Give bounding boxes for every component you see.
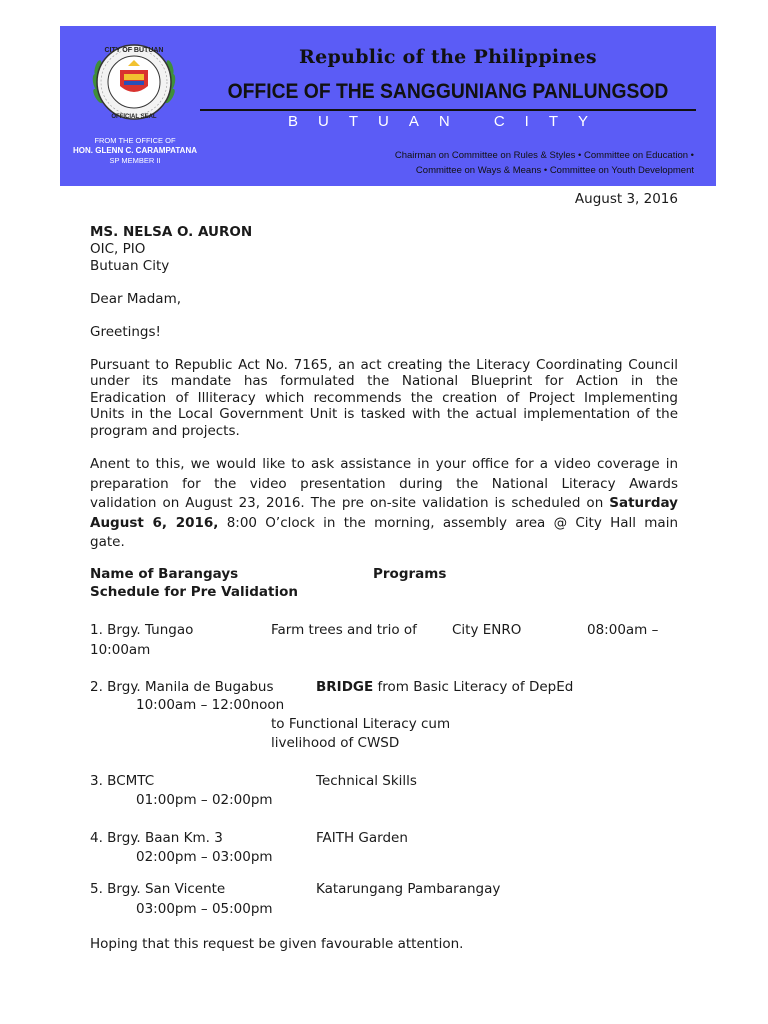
city-seal-logo — [88, 36, 180, 128]
program-name-cont: livelihood of CWSD — [271, 735, 400, 751]
paragraph-2-line: Anent to this, we would like to ask assistance in your office for a video coverage in — [90, 456, 678, 472]
paragraph-1-line: Pursuant to Republic Act No. 7165, an act creating the Literacy Coordinating Council — [90, 357, 678, 373]
heading-underline — [200, 109, 696, 111]
paragraph-2-line: preparation for the video presentation during the National Literacy Awards — [90, 475, 678, 492]
paragraph-1-line: under its mandate has formulated the National Blueprint for Action in the — [90, 373, 678, 390]
schedule-time: 08:00am – — [587, 622, 659, 638]
letter-date: August 3, 2016 — [574, 191, 678, 207]
schedule-time: 02:00pm – 03:00pm — [136, 849, 273, 865]
schedule-time: 10:00am – 12:00noon — [136, 697, 285, 713]
committees-line-1: Chairman on Committee on Rules & Styles • Committee on Education • — [394, 150, 694, 161]
recipient-title: OIC, PIO — [90, 241, 146, 257]
program-name: Katarungang Pambarangay — [316, 881, 501, 897]
recipient-name: MS. NELSA O. AURON — [90, 224, 253, 240]
paragraph-2-line: gate. — [90, 534, 125, 550]
seal-text-top: CITY OF BUTUAN — [104, 47, 164, 54]
barangay-name: 2. Brgy. Manila de Bugabus — [90, 679, 274, 695]
greeting: Greetings! — [90, 324, 161, 340]
paragraph-2 — [90, 455, 678, 553]
schedule-time: 03:00pm – 05:00pm — [136, 901, 273, 917]
sender-office-block — [60, 136, 210, 166]
office-heading: OFFICE OF THE SANGGUNIANG PANLUNGSOD — [227, 80, 669, 103]
program-name: Technical Skills — [316, 773, 417, 789]
official-name: HON. GLENN C. CARAMPATANA — [73, 146, 197, 155]
official-title: SP MEMBER II — [109, 156, 161, 165]
bold-date: August 6, 2016, — [90, 514, 219, 531]
schedule-time: 01:00pm – 02:00pm — [136, 792, 273, 808]
paragraph-2-line: validation on August 23, 2016. The pre on-site validation is scheduled on Saturday — [90, 495, 678, 511]
program-name-cont: to Functional Literacy cum — [271, 716, 451, 732]
barangay-name: 3. BCMTC — [90, 773, 155, 789]
paragraph-1-line: Units in the Local Government Unit is tasked with the actual implementation of the — [90, 406, 678, 423]
program-name: BRIDGE from Basic Literacy of DepEd — [316, 679, 574, 695]
republic-heading: Republic of the Philippines — [299, 46, 597, 68]
recipient-city: Butuan City — [90, 258, 170, 274]
committees-list — [330, 148, 694, 178]
schedule-time-cont: 10:00am — [90, 642, 151, 658]
committees-line-2: Committee on Ways & Means • Committee on Youth Development — [415, 165, 694, 176]
paragraph-1 — [90, 357, 678, 439]
col-programs-header: Programs — [373, 566, 447, 582]
seal-text-bottom: OFFICIAL SEAL — [111, 114, 157, 120]
program-bold: BRIDGE — [316, 679, 374, 695]
barangay-name: 1. Brgy. Tungao — [90, 622, 194, 638]
agency-name: City ENRO — [452, 622, 522, 638]
paragraph-2-line: August 6, 2016, 8:00 O’clock in the morning, assembly area @ City Hall main — [90, 514, 678, 531]
barangay-name: 4. Brgy. Baan Km. 3 — [90, 830, 223, 846]
col-barangay-header: Name of Barangays — [90, 566, 239, 582]
barangay-name: 5. Brgy. San Vicente — [90, 881, 226, 897]
program-name: Farm trees and trio of — [271, 622, 417, 638]
paragraph-1-line: program and projects. — [90, 422, 240, 439]
city-heading: BUTUAN CITY — [287, 113, 608, 130]
bold-day: Saturday — [609, 495, 678, 511]
closing-line: Hoping that this request be given favourable attention. — [90, 936, 464, 952]
col-schedule-header: Schedule for Pre Validation — [90, 584, 298, 600]
paragraph-1-line: Eradication of Illiteracy which recommends the creation of Project Implementing — [90, 389, 678, 406]
from-line: FROM THE OFFICE OF — [94, 136, 176, 145]
program-name: FAITH Garden — [316, 830, 408, 846]
salutation: Dear Madam, — [90, 291, 182, 307]
